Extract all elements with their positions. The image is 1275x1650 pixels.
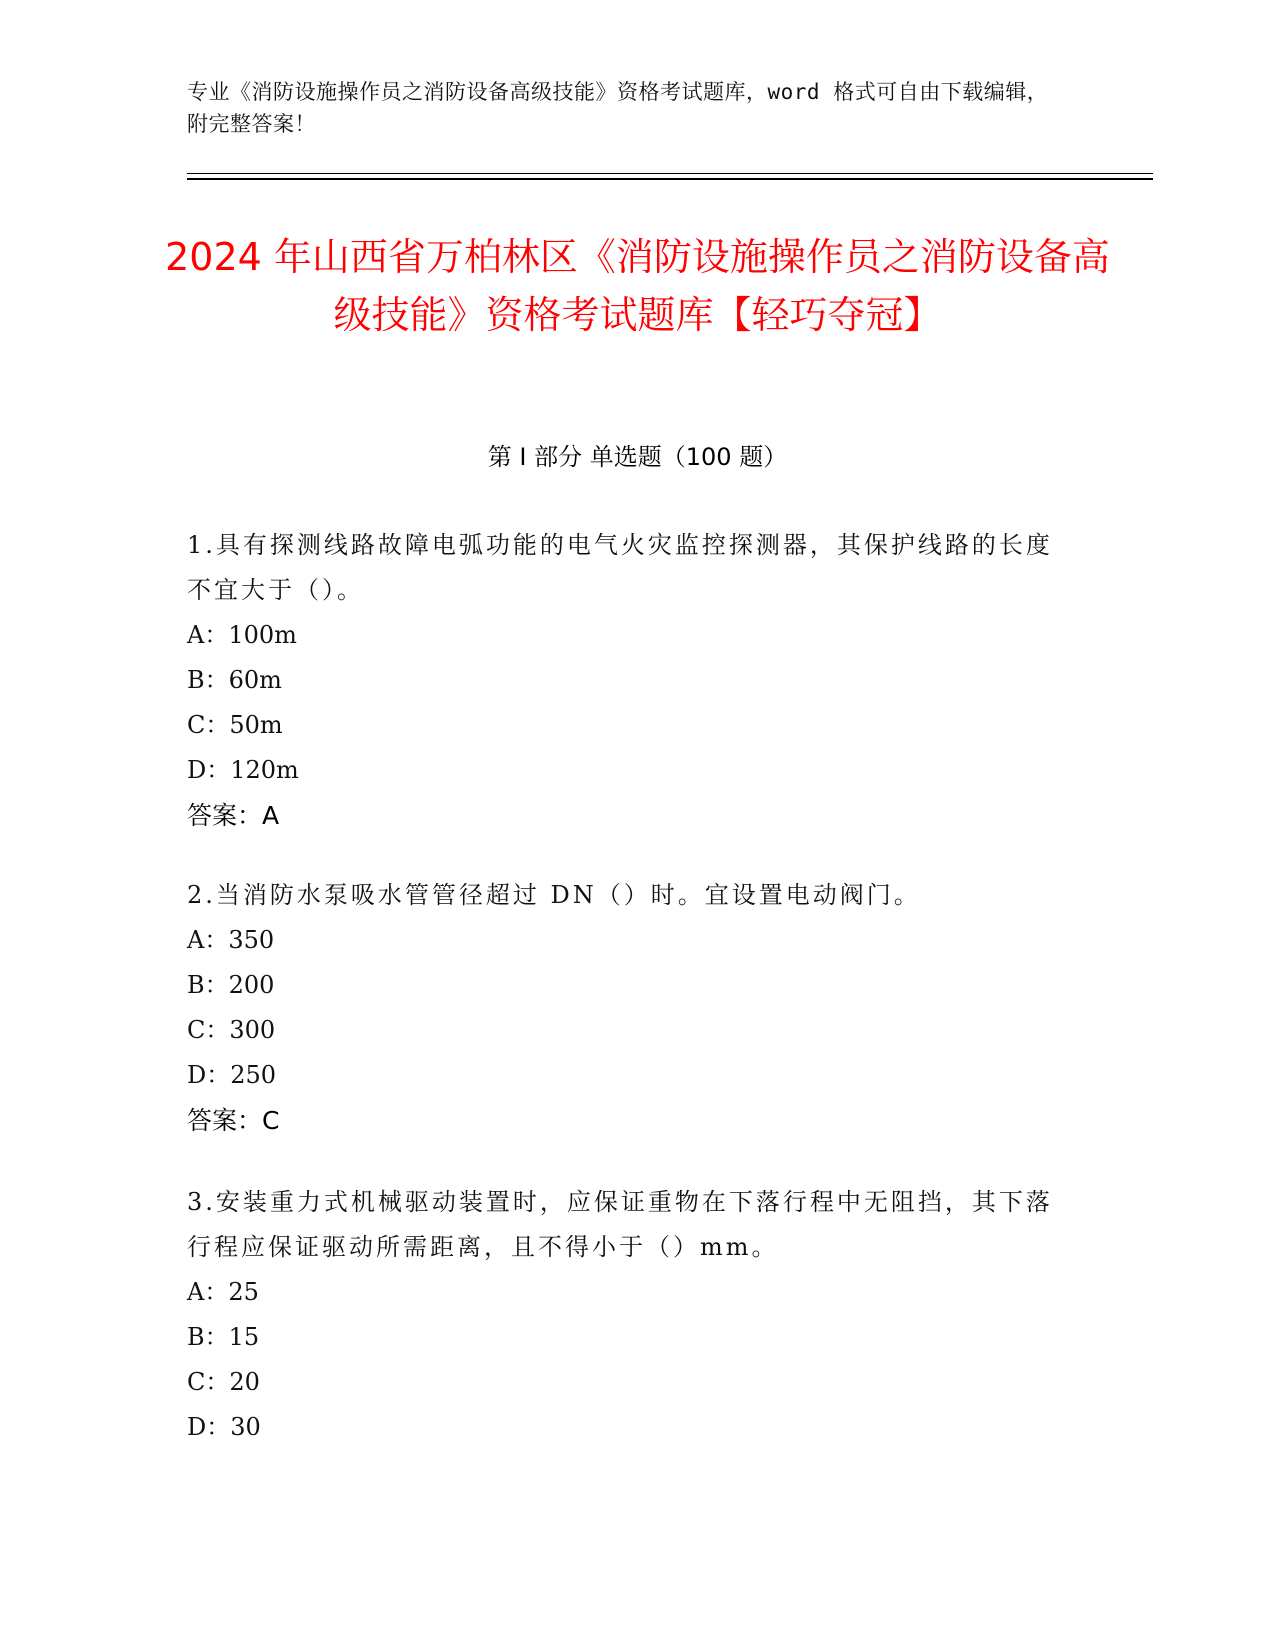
header-divider-thin xyxy=(187,173,1153,174)
option-d: D：250 xyxy=(187,1061,277,1089)
option-b: B：200 xyxy=(187,971,275,999)
question-1 xyxy=(187,523,1067,838)
question-stem: 2.当消防水泵吸水管管径超过 DN（）时。宜设置电动阀门。 xyxy=(187,881,921,909)
option-c: C：300 xyxy=(187,1016,276,1044)
option-a: A：25 xyxy=(187,1278,259,1306)
option-a: A：100m xyxy=(187,621,297,649)
answer: 答案：A xyxy=(187,801,280,830)
question-3 xyxy=(187,1180,1067,1450)
header-note: 专业《消防设施操作员之消防设备高级技能》资格考试题库，word 格式可自由下载编辑，附完整答案！ xyxy=(187,80,1049,136)
option-b: B：60m xyxy=(187,666,282,694)
question-stem: 3.安装重力式机械驱动装置时，应保证重物在下落行程中无阻挡，其下落行程应保证驱动所需距离，且不得小于（）mm。 xyxy=(187,1188,1053,1261)
option-a: A：350 xyxy=(187,926,275,954)
header-divider-thick xyxy=(187,178,1153,180)
option-d: D：30 xyxy=(187,1413,261,1441)
option-c: C：20 xyxy=(187,1368,260,1396)
option-b: B：15 xyxy=(187,1323,260,1351)
question-stem: 1.具有探测线路故障电弧功能的电气火灾监控探测器，其保护线路的长度不宜大于（）。 xyxy=(187,531,1053,604)
option-d: D：120m xyxy=(187,756,299,784)
question-2 xyxy=(187,873,1067,1143)
option-c: C：50m xyxy=(187,711,283,739)
section-title: 第 I 部分 单选题（100 题） xyxy=(487,443,788,471)
document-title: 2024 年山西省万柏林区《消防设施操作员之消防设备高级技能》资格考试题库【轻巧夺冠】 xyxy=(165,235,1110,337)
answer: 答案：C xyxy=(187,1106,280,1135)
